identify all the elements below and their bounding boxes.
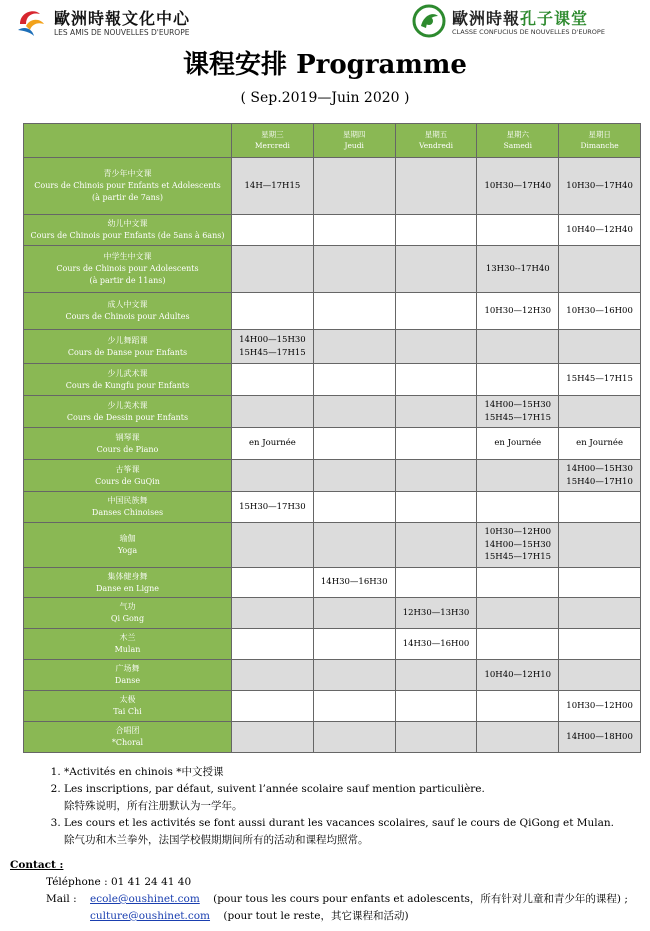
course-name-fr: Cours de Chinois pour Adultes	[65, 312, 190, 321]
contact-mail-row	[46, 891, 645, 908]
schedule-cell	[313, 330, 395, 364]
note-text: *Activités en chinois *中文授课	[64, 766, 224, 778]
schedule-time: 10H30—16H00	[566, 305, 633, 316]
schedule-cell	[559, 460, 641, 492]
schedule-cell	[477, 396, 559, 428]
green-emblem-icon	[412, 4, 446, 38]
table-row	[24, 293, 641, 330]
schedule-cell	[313, 246, 395, 293]
schedule-cell	[313, 598, 395, 629]
day-zh: 星期五	[424, 130, 448, 140]
schedule-cell	[477, 330, 559, 364]
schedule-cell	[395, 246, 477, 293]
schedule-time: 14H00—15H30 15H40—17H10	[566, 463, 633, 487]
schedule-cell	[559, 293, 641, 330]
email-note-culture: (pour tout le reste，其它课程和活动)	[223, 910, 409, 922]
contact-label: Contact :	[10, 859, 64, 871]
schedule-time: 10H30—12H30	[484, 305, 552, 316]
schedule-cell	[395, 523, 477, 568]
schedule-cell	[559, 568, 641, 598]
schedule-time: 10H40—12H10	[484, 669, 552, 680]
notes-list	[44, 764, 644, 849]
schedule-cell	[232, 660, 314, 691]
schedule-cell	[313, 396, 395, 428]
page-subtitle: ( Sep.2019—Juin 2020 )	[240, 90, 410, 106]
day-header	[313, 124, 395, 158]
course-name-cell	[24, 158, 232, 215]
course-name-fr: Danse	[114, 676, 141, 685]
table-header-row	[24, 124, 641, 158]
course-name-zh: 中国民族舞	[107, 496, 148, 505]
schedule-cell	[395, 722, 477, 753]
course-name-cell	[24, 598, 232, 629]
schedule-cell	[313, 428, 395, 460]
right-logo-title	[452, 6, 588, 29]
course-name-fr: Cours de Dessin pour Enfants	[66, 412, 189, 422]
course-name-cell	[24, 568, 232, 598]
schedule-cell	[313, 691, 395, 722]
schedule-cell	[232, 246, 314, 293]
day-fr: Dimanche	[580, 140, 619, 150]
left-logo	[14, 4, 244, 44]
day-header	[232, 124, 314, 158]
email-note-school: (pour tous les cours pour enfants et adolescents，所有针对儿童和青少年的课程) ;	[213, 893, 628, 905]
table-row	[24, 598, 641, 629]
email-link-school[interactable]: ecole@oushinet.com	[90, 893, 200, 905]
schedule-time: en Journée	[494, 438, 542, 449]
schedule-cell	[395, 364, 477, 396]
contact-mail-row	[46, 908, 645, 925]
schedule-cell	[232, 691, 314, 722]
schedule-cell	[313, 460, 395, 492]
course-name-zh: 合唱团	[115, 726, 140, 735]
schedule-cell	[232, 330, 314, 364]
schedule-cell	[232, 215, 314, 246]
schedule-time: 14H00—18H00	[566, 731, 633, 742]
course-name-fr: Cours de Chinois pour Enfants et Adolescents	[34, 181, 221, 190]
course-name-fr: Cours de Piano	[96, 444, 159, 454]
table-row	[24, 158, 641, 215]
left-logo-subtitle: LES AMIS DE NOUVELLES D'EUROPE	[54, 28, 190, 37]
course-name-fr: Cours de Kungfu pour Enfants	[65, 380, 190, 390]
schedule-cell	[559, 158, 641, 215]
day-header	[395, 124, 477, 158]
course-name-cell	[24, 722, 232, 753]
course-name-zh: 木兰	[119, 633, 136, 642]
course-name-fr: Qi Gong	[110, 614, 145, 623]
schedule-time: 10H30—12H00	[566, 700, 633, 711]
course-name-cell	[24, 246, 232, 293]
schedule-cell	[395, 492, 477, 523]
course-name-fr: Tai Chi	[113, 707, 142, 716]
day-zh: 星期六	[506, 130, 530, 140]
schedule-cell	[477, 691, 559, 722]
schedule-cell	[477, 568, 559, 598]
course-name-zh: 少儿美术课	[107, 400, 148, 410]
schedule-cell	[477, 722, 559, 753]
schedule-time: 14H00—15H30 15H45—17H15	[239, 334, 306, 358]
schedule-cell	[313, 293, 395, 330]
course-name-cell	[24, 629, 232, 660]
right-logo-title-a: 歐洲時報	[452, 9, 521, 28]
schedule-cell	[232, 293, 314, 330]
schedule-cell	[559, 492, 641, 523]
schedule-cell	[559, 215, 641, 246]
table-row	[24, 460, 641, 492]
schedule-cell	[559, 660, 641, 691]
schedule-time: 10H30—12H00 14H00—15H30 15H45—17H15	[484, 526, 552, 563]
swirl-logo-icon	[14, 4, 48, 38]
course-name-cell	[24, 293, 232, 330]
schedule-cell	[477, 428, 559, 460]
table-row	[24, 215, 641, 246]
schedule-time: 12H30—13H30	[402, 607, 470, 618]
schedule-cell	[395, 598, 477, 629]
schedule-table	[23, 123, 641, 753]
day-header	[477, 124, 559, 158]
course-name-zh: 古筝课	[115, 464, 140, 474]
schedule-cell	[559, 364, 641, 396]
right-logo-title-b: 孔子课堂	[520, 9, 589, 28]
schedule-cell	[395, 460, 477, 492]
course-name-zh: 钢琴课	[115, 432, 140, 442]
schedule-cell	[477, 215, 559, 246]
course-name-fr: Cours de Chinois pour Enfants (de 5ans à 6ans)	[30, 231, 225, 240]
course-name-fr: Mulan	[114, 645, 141, 654]
course-name-zh: 瑜伽	[119, 534, 136, 543]
schedule-cell	[477, 598, 559, 629]
schedule-cell	[232, 158, 314, 215]
schedule-cell	[477, 492, 559, 523]
schedule-cell	[313, 660, 395, 691]
schedule-time: 15H30—17H30	[239, 501, 306, 512]
course-name-zh: 集体健身舞	[107, 571, 148, 581]
header-corner	[24, 124, 232, 158]
schedule-cell	[395, 293, 477, 330]
schedule-cell	[313, 364, 395, 396]
schedule-time: 10H30—17H40	[566, 180, 633, 191]
schedule-cell	[477, 246, 559, 293]
table-row	[24, 364, 641, 396]
note-text: Les inscriptions, par défaut, suivent l’année scolaire sauf mention particulière.	[64, 783, 485, 795]
schedule-cell	[559, 523, 641, 568]
mail-label: Mail :	[46, 893, 77, 905]
schedule-cell	[395, 629, 477, 660]
note-text: Les cours et les activités se font aussi durant les vacances scolaires, sauf le cours de QiGong et Mulan.	[64, 817, 615, 829]
schedule-time: 14H30—16H00	[402, 638, 470, 649]
schedule-cell	[313, 158, 395, 215]
schedule-cell	[232, 523, 314, 568]
schedule-cell	[232, 722, 314, 753]
right-logo	[412, 4, 642, 44]
course-name-zh: 少儿舞蹈课	[107, 335, 148, 345]
table-row	[24, 568, 641, 598]
course-name-fr: Cours de Chinois pour Adolescents	[56, 264, 199, 273]
left-logo-title: 歐洲時報文化中心	[54, 9, 191, 28]
schedule-cell	[232, 568, 314, 598]
schedule-cell	[232, 629, 314, 660]
course-name-cell	[24, 492, 232, 523]
table-row	[24, 660, 641, 691]
notes	[44, 764, 644, 849]
day-zh: 星期四	[342, 130, 366, 140]
schedule-time: 14H00—15H30 15H45—17H15	[484, 399, 552, 423]
schedule-cell	[477, 158, 559, 215]
schedule-cell	[477, 293, 559, 330]
course-name-cell	[24, 660, 232, 691]
schedule-cell	[232, 428, 314, 460]
course-name-fr: *Choral	[111, 738, 144, 747]
schedule-cell	[313, 523, 395, 568]
schedule-cell	[477, 460, 559, 492]
day-fr: Mercredi	[254, 140, 290, 150]
schedule-cell	[313, 215, 395, 246]
schedule-cell	[232, 598, 314, 629]
table-row	[24, 246, 641, 293]
schedule-cell	[395, 660, 477, 691]
schedule-cell	[395, 330, 477, 364]
schedule-cell	[559, 330, 641, 364]
page-title: 课程安排 Programme	[183, 50, 467, 80]
course-name-zh: 气功	[119, 602, 136, 611]
table-row	[24, 492, 641, 523]
course-name-cell	[24, 428, 232, 460]
schedule-time: en Journée	[248, 438, 296, 449]
course-name-zh: 太极	[119, 695, 136, 704]
note-text-zh: 除气功和木兰拳外，法国学校假期期间所有的活动和课程均照常。	[64, 834, 369, 846]
course-name-fr: Danses Chinoises	[91, 508, 164, 517]
schedule-cell	[232, 460, 314, 492]
course-name-cell	[24, 396, 232, 428]
schedule-cell	[395, 691, 477, 722]
course-name-fr: Cours de GuQin	[95, 476, 160, 486]
note-item	[64, 764, 644, 781]
schedule-cell	[395, 568, 477, 598]
schedule-cell	[313, 492, 395, 523]
contact-section	[10, 857, 645, 925]
course-name-cell	[24, 460, 232, 492]
day-header	[559, 124, 641, 158]
table-row	[24, 428, 641, 460]
right-logo-subtitle: CLASSE CONFUCIUS DE NOUVELLES D'EUROPE	[452, 28, 605, 36]
schedule-time: 14H—17H15	[244, 180, 301, 191]
course-name-cell	[24, 215, 232, 246]
course-name-cell	[24, 330, 232, 364]
schedule-time: 10H30—17H40	[484, 180, 552, 191]
course-name-fr: Cours de Danse pour Enfants	[67, 347, 188, 357]
schedule-cell	[559, 629, 641, 660]
contact-phone: Téléphone : 01 41 24 41 40	[46, 876, 192, 888]
course-age-note: (à partir de 11ans)	[89, 276, 166, 285]
note-item	[64, 815, 644, 849]
schedule-cell	[232, 396, 314, 428]
course-name-cell	[24, 691, 232, 722]
schedule-cell	[559, 722, 641, 753]
note-item	[64, 781, 644, 815]
table-row	[24, 396, 641, 428]
day-zh: 星期三	[261, 130, 284, 140]
course-name-zh: 少儿武术课	[107, 368, 148, 378]
course-name-fr: Yoga	[117, 546, 138, 555]
table-row	[24, 330, 641, 364]
schedule-cell	[559, 428, 641, 460]
schedule-cell	[395, 215, 477, 246]
schedule-cell	[313, 629, 395, 660]
schedule-cell	[313, 722, 395, 753]
schedule-cell	[559, 246, 641, 293]
course-name-fr: Danse en Ligne	[95, 583, 160, 593]
table-row	[24, 523, 641, 568]
schedule-body	[24, 158, 641, 753]
schedule-time: 13H30--17H40	[485, 263, 550, 274]
schedule-cell	[232, 364, 314, 396]
course-age-note: (à partir de 7ans)	[92, 193, 163, 202]
course-name-zh: 青少年中文课	[103, 169, 152, 178]
course-name-cell	[24, 523, 232, 568]
schedule-time: en Journée	[576, 438, 623, 449]
course-name-cell	[24, 364, 232, 396]
note-text-zh: 除特殊说明，所有注册默认为一学年。	[64, 800, 243, 812]
schedule-time: 10H40—12H40	[566, 224, 633, 235]
table-row	[24, 691, 641, 722]
schedule-cell	[559, 396, 641, 428]
schedule-cell	[477, 523, 559, 568]
day-fr: Vendredi	[418, 140, 453, 150]
schedule-cell	[559, 691, 641, 722]
course-name-zh: 中学生中文课	[103, 252, 152, 261]
schedule-time: 14H30—16H30	[320, 577, 388, 588]
schedule-cell	[477, 629, 559, 660]
day-fr: Samedi	[503, 140, 532, 150]
schedule-time: 15H45—17H15	[566, 374, 633, 385]
schedule-cell	[313, 568, 395, 598]
day-fr: Jeudi	[344, 140, 364, 150]
course-name-zh: 成人中文课	[107, 300, 148, 309]
schedule-cell	[395, 158, 477, 215]
schedule-cell	[477, 364, 559, 396]
course-name-zh: 幼儿中文课	[107, 219, 148, 228]
course-name-zh: 广场舞	[115, 664, 140, 673]
email-link-culture[interactable]: culture@oushinet.com	[90, 910, 211, 922]
schedule-cell	[559, 598, 641, 629]
table-row	[24, 722, 641, 753]
schedule-cell	[232, 492, 314, 523]
schedule-cell	[395, 396, 477, 428]
schedule-cell	[395, 428, 477, 460]
table-row	[24, 629, 641, 660]
day-zh: 星期日	[588, 130, 611, 140]
schedule-cell	[477, 660, 559, 691]
